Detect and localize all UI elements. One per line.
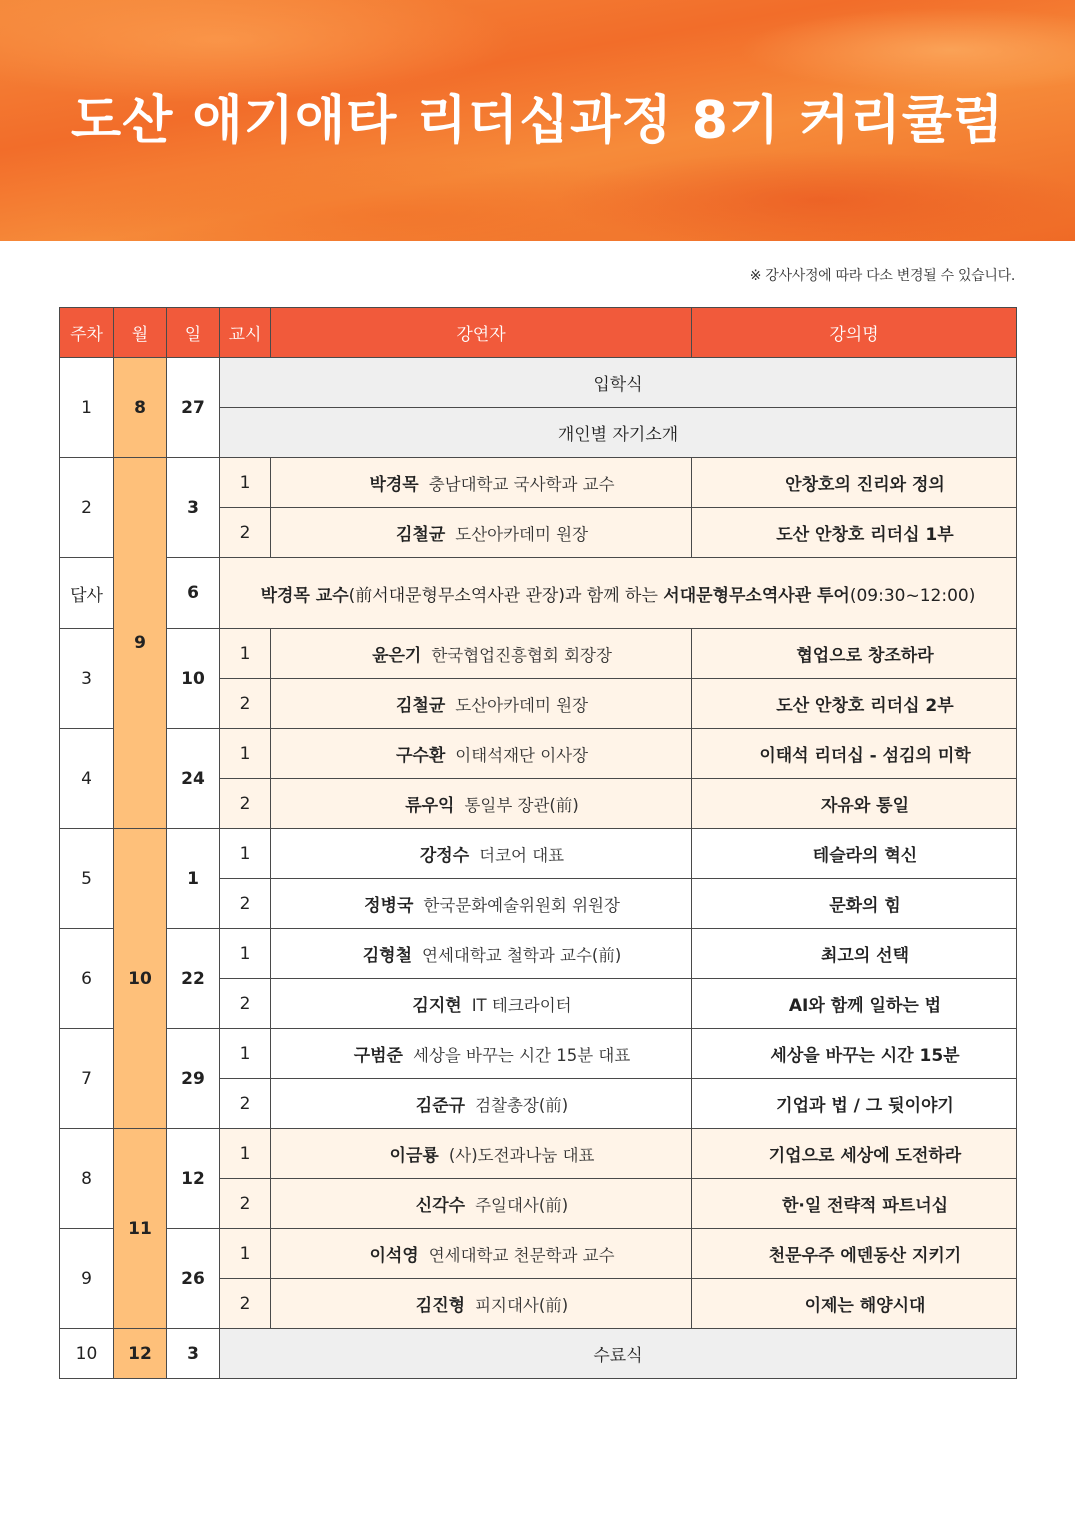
- tour-text-bold: 서대문형무소역사관 투어: [663, 585, 850, 606]
- lecture-cell: [692, 829, 1017, 879]
- col-day: 일: [167, 308, 220, 358]
- speaker-cell: [271, 508, 692, 558]
- speaker-name: 강정수: [419, 846, 470, 866]
- speaker-cell: [271, 458, 692, 508]
- lecture-cell: [692, 1279, 1017, 1329]
- speaker-cell: [271, 1029, 692, 1079]
- table-row: [60, 1129, 1017, 1179]
- lecture-cell: [692, 1129, 1017, 1179]
- speaker-name: 김준규: [415, 1096, 466, 1116]
- lecture-title: 자유와 통일: [820, 796, 910, 816]
- lecture-title: 천문우주 에덴동산 지키기: [768, 1246, 962, 1266]
- speaker-name: 이석영: [369, 1246, 419, 1266]
- lecture-cell: [692, 1229, 1017, 1279]
- day-cell: 6: [167, 558, 220, 629]
- lecture-cell: [692, 879, 1017, 929]
- speaker-title: IT 테크라이터: [471, 996, 572, 1015]
- speaker-cell: [271, 879, 692, 929]
- tour-text: (前서대문형무소역사관 관장)과 함께 하는: [348, 585, 664, 606]
- speaker-name: 김진형: [415, 1296, 466, 1316]
- speaker-name: 정병국: [364, 896, 414, 916]
- event-cell: 수료식: [220, 1329, 1017, 1379]
- lecture-cell: [692, 779, 1017, 829]
- lecture-cell: [692, 929, 1017, 979]
- speaker-cell: [271, 1279, 692, 1329]
- col-month: 월: [114, 308, 167, 358]
- week-cell: 6: [60, 929, 114, 1029]
- week-cell: 3: [60, 629, 114, 729]
- speaker-cell: [271, 1079, 692, 1129]
- week-cell: 7: [60, 1029, 114, 1129]
- lecture-title: 기업으로 세상에 도전하라: [768, 1146, 962, 1166]
- lecture-title: 이태석 리더십 - 섬김의 미학: [759, 746, 971, 766]
- period-cell: 2: [220, 1079, 271, 1129]
- speaker-cell: [271, 1229, 692, 1279]
- table-row: [60, 358, 1017, 408]
- day-cell: 24: [167, 729, 220, 829]
- month-cell: 10: [114, 829, 167, 1129]
- day-cell: 29: [167, 1029, 220, 1129]
- speaker-title: 검찰총장(前): [475, 1096, 569, 1115]
- speaker-title: 이태석재단 이사장: [455, 746, 589, 765]
- speaker-cell: [271, 779, 692, 829]
- day-cell: 1: [167, 829, 220, 929]
- lecture-cell: [692, 979, 1017, 1029]
- lecture-title: AI와 함께 일하는 법: [788, 996, 942, 1016]
- speaker-title: 한국협업진흥협회 회장장: [431, 646, 612, 665]
- day-cell: 22: [167, 929, 220, 1029]
- col-period: 교시: [220, 308, 271, 358]
- col-speaker: 강연자: [271, 308, 692, 358]
- speaker-title: 주일대사(前): [475, 1196, 569, 1215]
- speaker-cell: [271, 679, 692, 729]
- day-cell: 3: [167, 458, 220, 558]
- speaker-title: 세상을 바꾸는 시간 15분 대표: [412, 1046, 631, 1065]
- table-row: [60, 629, 1017, 679]
- event-cell: 입학식: [220, 358, 1017, 408]
- lecture-cell: [692, 729, 1017, 779]
- lecture-title: 세상을 바꾸는 시간 15분: [770, 1046, 960, 1066]
- period-cell: 1: [220, 1129, 271, 1179]
- speaker-title: 피지대사(前): [475, 1296, 569, 1315]
- period-cell: 2: [220, 779, 271, 829]
- speaker-title: 연세대학교 철학과 교수(前): [422, 946, 622, 965]
- speaker-name: 박경목: [369, 475, 419, 495]
- lecture-title: 이제는 해양시대: [804, 1296, 926, 1316]
- lecture-title: 도산 안창호 리더십 2부: [776, 696, 954, 716]
- period-cell: 2: [220, 508, 271, 558]
- speaker-cell: [271, 729, 692, 779]
- notice-text: ※ 강사사정에 따라 다소 변경될 수 있습니다.: [749, 268, 1015, 284]
- day-cell: 27: [167, 358, 220, 458]
- lecture-title: 안창호의 진리와 정의: [785, 475, 945, 495]
- header-banner: [0, 0, 1075, 241]
- month-cell: 8: [114, 358, 167, 458]
- month-cell: 9: [114, 458, 167, 829]
- speaker-title: 연세대학교 천문학과 교수: [428, 1246, 615, 1265]
- speaker-title: 한국문화예술위원회 위원장: [423, 896, 620, 915]
- speaker-title: 충남대학교 국사학과 교수: [428, 475, 615, 494]
- speaker-cell: [271, 979, 692, 1029]
- table-row: [60, 929, 1017, 979]
- lecture-cell: [692, 1029, 1017, 1079]
- lecture-cell: [692, 1079, 1017, 1129]
- col-week: 주차: [60, 308, 114, 358]
- speaker-name: 류우익: [405, 796, 455, 816]
- lecture-title: 문화의 힘: [829, 896, 901, 916]
- speaker-cell: [271, 629, 692, 679]
- event-cell: 개인별 자기소개: [220, 408, 1017, 458]
- day-cell: 12: [167, 1129, 220, 1229]
- tour-text-bold: 박경목 교수: [260, 585, 349, 606]
- table-header-row: [60, 308, 1017, 358]
- page-title: 도산 애기애타 리더십과정 8기 커리큘럼: [70, 91, 1005, 151]
- period-cell: 2: [220, 879, 271, 929]
- speaker-name: 이금룡: [389, 1146, 439, 1166]
- table-row: [60, 1329, 1017, 1379]
- curriculum-table: [59, 307, 1017, 1379]
- speaker-title: (사)도전과나눔 대표: [448, 1146, 595, 1165]
- lecture-title: 협업으로 창조하라: [796, 646, 934, 666]
- lecture-cell: [692, 629, 1017, 679]
- speaker-name: 구수환: [395, 746, 446, 766]
- table-row: [60, 558, 1017, 629]
- week-cell: 2: [60, 458, 114, 558]
- lecture-title: 최고의 선택: [820, 946, 910, 966]
- speaker-title: 더코어 대표: [479, 846, 565, 865]
- month-cell: 12: [114, 1329, 167, 1379]
- lecture-title: 한·일 전략적 파트너십: [781, 1196, 949, 1216]
- speaker-name: 구범준: [353, 1046, 403, 1066]
- lecture-title: 도산 안창호 리더십 1부: [776, 525, 954, 545]
- week-cell: 10: [60, 1329, 114, 1379]
- speaker-cell: [271, 929, 692, 979]
- day-cell: 26: [167, 1229, 220, 1329]
- period-cell: 1: [220, 929, 271, 979]
- week-cell: 1: [60, 358, 114, 458]
- col-lecture: 강의명: [692, 308, 1017, 358]
- speaker-title: 도산아카데미 원장: [455, 696, 589, 715]
- period-cell: 1: [220, 629, 271, 679]
- lecture-title: 테슬라의 혁신: [812, 846, 918, 866]
- tour-cell: [220, 558, 1017, 629]
- speaker-name: 윤은기: [372, 646, 422, 666]
- lecture-title: 기업과 법 / 그 뒷이야기: [776, 1096, 954, 1116]
- day-cell: 3: [167, 1329, 220, 1379]
- lecture-cell: [692, 1179, 1017, 1229]
- day-cell: 10: [167, 629, 220, 729]
- week-cell: 9: [60, 1229, 114, 1329]
- speaker-cell: [271, 1129, 692, 1179]
- tour-time: (09:30~12:00): [849, 585, 976, 606]
- speaker-title: 통일부 장관(前): [464, 796, 579, 815]
- table-row: [60, 729, 1017, 779]
- period-cell: 2: [220, 1179, 271, 1229]
- week-cell: 4: [60, 729, 114, 829]
- speaker-cell: [271, 1179, 692, 1229]
- period-cell: 2: [220, 1279, 271, 1329]
- table-row: [60, 829, 1017, 879]
- table-row: [60, 458, 1017, 508]
- table-row: [60, 1029, 1017, 1079]
- speaker-title: 도산아카데미 원장: [455, 525, 589, 544]
- table-row: [60, 1229, 1017, 1279]
- week-cell: 8: [60, 1129, 114, 1229]
- period-cell: 2: [220, 679, 271, 729]
- period-cell: 1: [220, 829, 271, 879]
- lecture-cell: [692, 508, 1017, 558]
- period-cell: 1: [220, 1229, 271, 1279]
- speaker-name: 김형철: [362, 946, 412, 966]
- speaker-cell: [271, 829, 692, 879]
- lecture-cell: [692, 458, 1017, 508]
- speaker-name: 김철균: [395, 525, 446, 545]
- speaker-name: 신각수: [415, 1196, 466, 1216]
- week-cell: 답사: [60, 558, 114, 629]
- speaker-name: 김지현: [412, 996, 462, 1016]
- period-cell: 1: [220, 458, 271, 508]
- week-cell: 5: [60, 829, 114, 929]
- lecture-cell: [692, 679, 1017, 729]
- period-cell: 2: [220, 979, 271, 1029]
- month-cell: 11: [114, 1129, 167, 1329]
- period-cell: 1: [220, 1029, 271, 1079]
- speaker-name: 김철균: [395, 696, 446, 716]
- period-cell: 1: [220, 729, 271, 779]
